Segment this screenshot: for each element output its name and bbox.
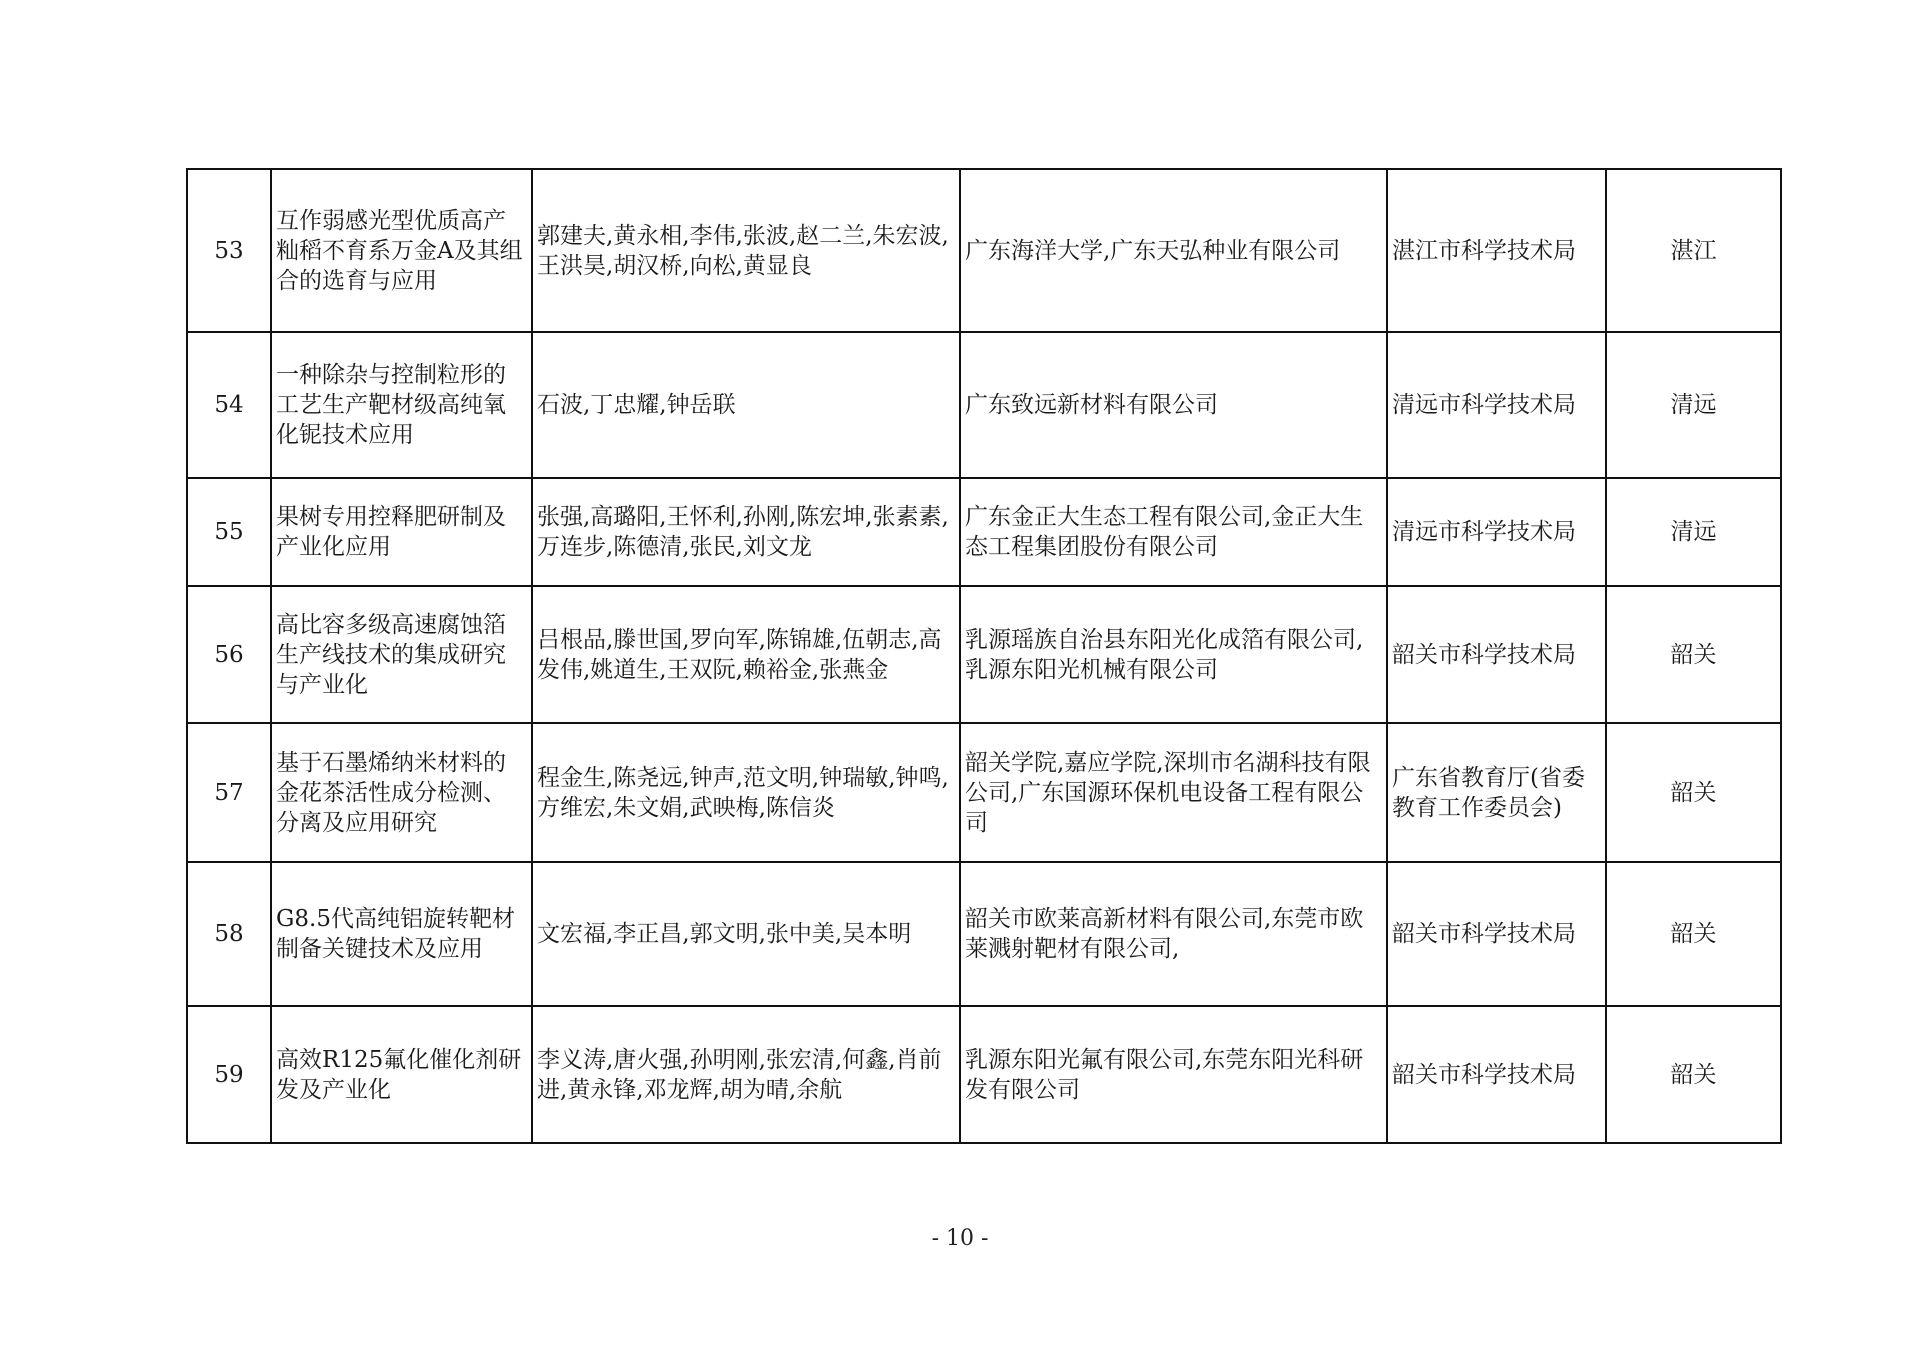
cell-region: 清远	[1606, 332, 1781, 478]
cell-project-name: 高比容多级高速腐蚀箔生产线技术的集成研究与产业化	[271, 586, 532, 723]
cell-contributors: 郭建夫,黄永相,李伟,张波,赵二兰,朱宏波,王洪昊,胡汉桥,向松,黄显良	[532, 169, 960, 332]
cell-number: 59	[187, 1006, 271, 1143]
cell-recommending-unit: 韶关市科学技术局	[1387, 1006, 1606, 1143]
cell-organizations: 广东海洋大学,广东天弘种业有限公司	[960, 169, 1387, 332]
table-row	[187, 723, 1781, 862]
cell-organizations: 广东金正大生态工程有限公司,金正大生态工程集团股份有限公司	[960, 478, 1387, 586]
cell-recommending-unit: 清远市科学技术局	[1387, 478, 1606, 586]
cell-organizations: 乳源东阳光氟有限公司,东莞东阳光科研发有限公司	[960, 1006, 1387, 1143]
cell-region: 韶关	[1606, 1006, 1781, 1143]
cell-organizations: 韶关学院,嘉应学院,深圳市名湖科技有限公司,广东国源环保机电设备工程有限公司	[960, 723, 1387, 862]
cell-recommending-unit: 韶关市科学技术局	[1387, 586, 1606, 723]
cell-organizations: 乳源瑶族自治县东阳光化成箔有限公司,乳源东阳光机械有限公司	[960, 586, 1387, 723]
cell-region: 韶关	[1606, 723, 1781, 862]
cell-number: 58	[187, 862, 271, 1006]
cell-region: 湛江	[1606, 169, 1781, 332]
cell-project-name: 果树专用控释肥研制及产业化应用	[271, 478, 532, 586]
cell-recommending-unit: 清远市科学技术局	[1387, 332, 1606, 478]
cell-contributors: 李义涛,唐火强,孙明刚,张宏清,何鑫,肖前进,黄永锋,邓龙辉,胡为晴,余航	[532, 1006, 960, 1143]
cell-recommending-unit: 湛江市科学技术局	[1387, 169, 1606, 332]
cell-region: 清远	[1606, 478, 1781, 586]
cell-contributors: 吕根品,滕世国,罗向军,陈锦雄,伍朝志,高发伟,姚道生,王双阮,赖裕金,张燕金	[532, 586, 960, 723]
cell-organizations: 广东致远新材料有限公司	[960, 332, 1387, 478]
cell-project-name: 高效R125氟化催化剂研发及产业化	[271, 1006, 532, 1143]
cell-contributors: 石波,丁忠耀,钟岳联	[532, 332, 960, 478]
cell-project-name: 基于石墨烯纳米材料的金花茶活性成分检测、分离及应用研究	[271, 723, 532, 862]
table-row	[187, 478, 1781, 586]
cell-number: 55	[187, 478, 271, 586]
cell-contributors: 程金生,陈尧远,钟声,范文明,钟瑞敏,钟鸣,方维宏,朱文娟,武映梅,陈信炎	[532, 723, 960, 862]
cell-contributors: 文宏福,李正昌,郭文明,张中美,吴本明	[532, 862, 960, 1006]
cell-project-name: G8.5代高纯铝旋转靶材制备关键技术及应用	[271, 862, 532, 1006]
cell-region: 韶关	[1606, 586, 1781, 723]
cell-region: 韶关	[1606, 862, 1781, 1006]
table-row	[187, 169, 1781, 332]
table-row	[187, 1006, 1781, 1143]
cell-number: 56	[187, 586, 271, 723]
cell-project-name: 一种除杂与控制粒形的工艺生产靶材级高纯氧化铌技术应用	[271, 332, 532, 478]
cell-recommending-unit: 韶关市科学技术局	[1387, 862, 1606, 1006]
award-table	[186, 168, 1782, 1144]
cell-number: 54	[187, 332, 271, 478]
table-row	[187, 862, 1781, 1006]
table-body	[187, 169, 1781, 1143]
cell-number: 57	[187, 723, 271, 862]
cell-contributors: 张强,高璐阳,王怀利,孙刚,陈宏坤,张素素,万连步,陈德清,张民,刘文龙	[532, 478, 960, 586]
table-row	[187, 332, 1781, 478]
table-row	[187, 586, 1781, 723]
page-number: - 10 -	[931, 1226, 989, 1251]
cell-recommending-unit: 广东省教育厅(省委教育工作委员会)	[1387, 723, 1606, 862]
cell-organizations: 韶关市欧莱高新材料有限公司,东莞市欧莱溅射靶材有限公司,	[960, 862, 1387, 1006]
cell-project-name: 互作弱感光型优质高产籼稻不育系万金A及其组合的选育与应用	[271, 169, 532, 332]
cell-number: 53	[187, 169, 271, 332]
